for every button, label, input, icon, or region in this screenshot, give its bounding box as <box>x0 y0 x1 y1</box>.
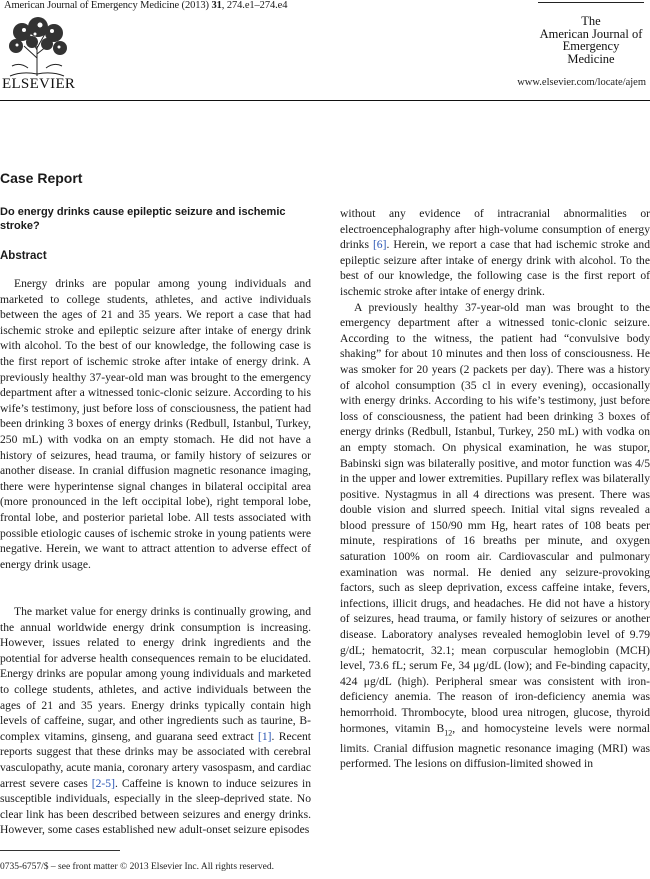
intro-continuation <box>340 206 650 300</box>
citation-volume: 31 <box>211 0 222 11</box>
citation-journal: American Journal of Emergency Medicine (2013) <box>4 0 209 11</box>
citation-link[interactable]: [2-5] <box>91 776 115 790</box>
journal-name-line: American Journal of <box>539 26 643 41</box>
abstract-paragraph: Energy drinks are popular among young individuals and marketed to college students, athletes, and active individuals between the ages of 21 and 35 years. We report a case that had ischemic stroke and epileptic seizure after intake of energy drink with alcohol. To the best of our knowledge, the following case is the first report of ischemic stroke after intake of energy drink. A previously healthy 37-year-old man was brought to the emergency department after a witnessed tonic-clonic seizure. According to his wife’s testimony, just before loss of consciousness, the patient had been drinking 3 boxes of energy drinks (Redbull, Istanbul, Turkey, 250 mL) with vodka on an empty stomach. He did not have a history of seizures, head trauma, or family history of seizures or another disease. In cranial diffusion magnetic resonance imaging, there were hyperintense signal changes in bilateral occipital area (more pronounced in the left occipital lobe), right temporal lobe, frontal lobe, and posterior parietal lobe. All tests associated with possible etiologic causes of ischemic stroke in young patients were negative. Herein, we want to attract attention to adverse effect of energy drink usage. <box>0 277 311 571</box>
journal-citation <box>4 0 287 11</box>
case-paragraph <box>340 300 650 772</box>
citation-pages: , 274.e1–274.e4 <box>221 0 288 11</box>
abstract-body <box>0 276 311 572</box>
journal-name <box>538 15 644 65</box>
citation-link[interactable]: [1] <box>257 729 272 743</box>
section-label: Case Report <box>0 170 83 186</box>
journal-name-line: Emergency Medicine <box>562 39 620 66</box>
footer-rule <box>0 850 120 851</box>
journal-name-line: The <box>581 14 601 28</box>
article-title: Do energy drinks cause epileptic seizure and ischemic stroke? <box>0 206 286 232</box>
intro-text: without any evidence of intracranial abnormalities or electroencephalography after high-volume consumption of energy drinks <box>340 207 650 252</box>
intro-paragraph <box>0 604 311 838</box>
citation-link[interactable]: [6] <box>372 238 387 252</box>
intro-section <box>0 604 311 838</box>
elsevier-tree-icon <box>2 16 72 78</box>
intro-text: . Caffeine is known to induce seizures in susceptible individuals, especially in the sleep-deprived state. No clear link has been described between seizures and energy drinks. However, some cases established new adult-onset seizure episodes <box>0 776 311 837</box>
abstract-heading: Abstract <box>0 250 47 262</box>
journal-url-link[interactable]: www.elsevier.com/locate/ajem <box>517 77 646 88</box>
elsevier-logo <box>2 16 76 96</box>
journal-rule <box>538 2 644 3</box>
elsevier-wordmark: ELSEVIER <box>2 76 76 92</box>
intro-text: The market value for energy drinks is continually growing, and the annual worldwide energy drink consumption is increasing. However, issues related to energy drink ingredients and the potential for adverse health consequences remain to be elucidated. Energy drinks are popular among young individuals and marketed to college students, athletes, and active individuals between the ages of 21 and 35 years. Energy drinks typically contain high levels of caffeine, sugar, and other ingredients such as taurine, B-complex vitamins, ginseng, and guarana seed extract <box>0 605 311 743</box>
header-divider <box>0 100 650 101</box>
right-column <box>340 206 650 772</box>
intro-text: . Herein, we report a case that had ischemic stroke and epileptic seizure after intake of energy drink with alcohol. To the best of our knowledge, the following case is the first report of ischemic stroke after intake of energy drink. <box>340 238 650 298</box>
intro-text: . Recent reports suggest that these drinks may be associated with cerebral vasculopathy, acute mania, coronary artery vasospasm, and cardiac arrest severe cases <box>0 729 311 790</box>
case-text: A previously healthy 37-year-old man was brought to the emergency department after a witnessed tonic-clonic seizure. According to the witness, the patient had “convulsive body shaking” for about 10 minutes and then loss of consciousness. He was smoker for 20 years (2 packets per day). There was a history of alcohol consumption (35 cl in every evening), occasionally with energy drinks. According to his wife’s testimony, just before loss of consciousness, the patient had been drinking 3 boxes of energy drinks (Redbull, Istanbul, Turkey, 250 mL) with vodka on an empty stomach. On physical examination, he was stupor, Babinski sign was bilaterally positive, and motor function was 4/5 in the upper and lower extremities. Pupillary reflex was bilaterally positive. Nystagmus in all 4 directions was present. There was double vision and slurred speech. Initial vital signs revealed a blood pressure of 150/90 mm Hg, heart rates of 108 beats per minute, respirations of 16 breaths per minute, and oxygen saturation 100% on room air. Cardiovascular and pulmonary examination was normal. He denied any seizure-provoking factors, such as sleep deprivation, excess caffeine intake, fevers, infections, illicit drugs, and headaches. He did not have a history of seizures, head trauma, or family history of seizures or another disease. Laboratory analyses revealed hemoglobin level of 9.79 g/dL; hematocrit, 32.1; mean corpuscular hemoglobin (MCH) level, 73.6 fL; serum Fe, 34 μg/dL (low); and Fe-binding capacity, 424 μg/dL (high). Peripheral smear was consistent with iron-deficiency anemia. The reason of iron-deficiency anemia was hemorrhoid. Thrombocyte, blood urea nitrogen, glucose, thyroid hormones, vitamin B <box>340 300 650 735</box>
copyright-footer: 0735-6757/$ – see front matter © 2013 Elsevier Inc. All rights reserved. <box>0 862 274 872</box>
subscript: 12 <box>444 727 453 737</box>
case-text: , and homocysteine levels were normal limits. Cranial diffusion magnetic resonance imaging (MRI) was performed. The lesions on diffusion-limited showed in <box>340 721 650 771</box>
